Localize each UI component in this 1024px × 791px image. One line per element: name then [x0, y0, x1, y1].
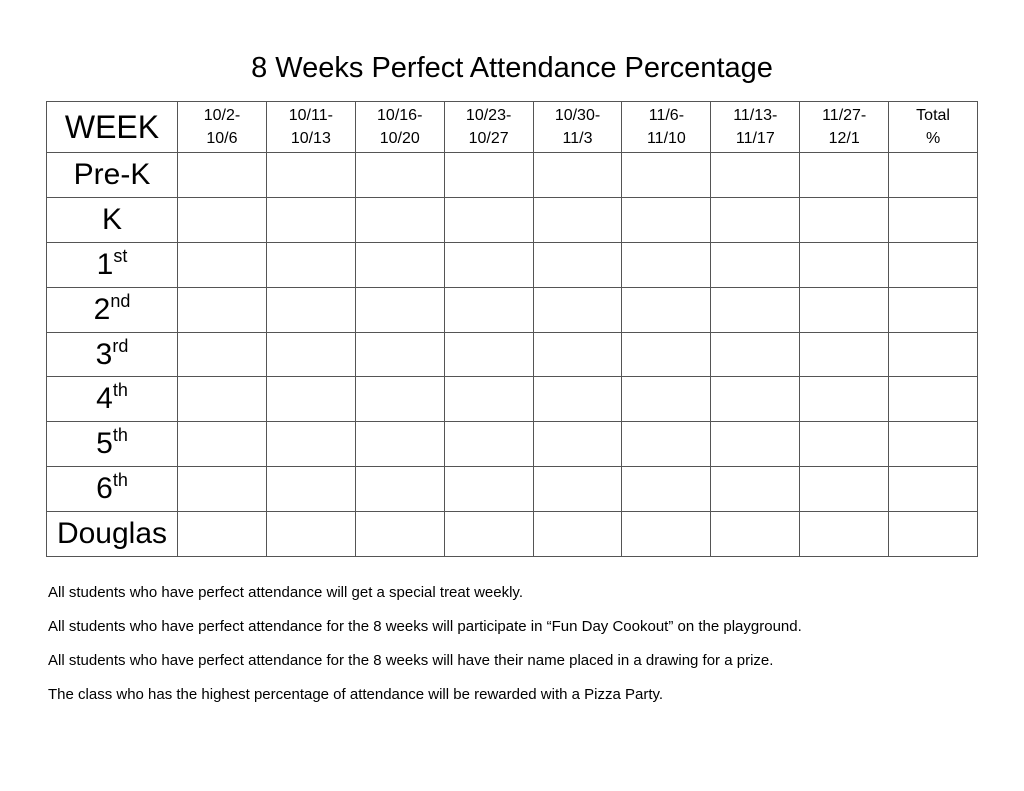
attendance-cell — [800, 197, 889, 242]
row-label-text: Douglas — [56, 517, 168, 551]
attendance-cell — [711, 467, 800, 512]
note-fun-day-cookout: All students who have perfect attendance for the 8 weeks will participate in “Fun Day Cookout” on the playground. — [48, 618, 802, 635]
row-label — [47, 332, 178, 377]
attendance-cell — [444, 153, 533, 198]
attendance-cell — [889, 377, 978, 422]
note-weekly-treat: All students who have perfect attendance will get a special treat weekly. — [48, 584, 523, 601]
attendance-cell — [355, 242, 444, 287]
attendance-cell — [622, 422, 711, 467]
column-header-week-3 — [355, 102, 444, 153]
column-header-line: 11/27- — [822, 107, 867, 124]
column-header-line: 10/6 — [206, 130, 238, 147]
column-header-week-5 — [533, 102, 622, 153]
column-header-line: Total — [916, 107, 950, 124]
attendance-cell — [355, 512, 444, 557]
attendance-cell — [178, 197, 267, 242]
attendance-cell — [266, 242, 355, 287]
attendance-cell — [444, 377, 533, 422]
attendance-cell — [622, 197, 711, 242]
column-header-line: 11/13- — [733, 107, 778, 124]
table-row — [47, 332, 978, 377]
column-header-week-2 — [266, 102, 355, 153]
attendance-cell — [355, 287, 444, 332]
attendance-cell — [889, 287, 978, 332]
attendance-cell — [889, 467, 978, 512]
column-header-line: 10/30- — [554, 107, 601, 124]
attendance-cell — [711, 377, 800, 422]
attendance-cell — [355, 153, 444, 198]
attendance-cell — [178, 242, 267, 287]
column-header-total — [889, 102, 978, 153]
attendance-cell — [622, 332, 711, 377]
row-label — [47, 153, 178, 198]
attendance-cell — [889, 153, 978, 198]
row-label — [47, 377, 178, 422]
attendance-cell — [622, 377, 711, 422]
column-header-week-6 — [622, 102, 711, 153]
attendance-table — [46, 101, 978, 557]
attendance-cell — [533, 153, 622, 198]
attendance-cell — [178, 512, 267, 557]
column-header-line: 10/27 — [468, 130, 509, 147]
row-label-text: K — [101, 202, 122, 236]
row-label-suffix: rd — [112, 335, 129, 356]
column-header-week-8 — [800, 102, 889, 153]
column-header-week-7 — [711, 102, 800, 153]
table-row — [47, 242, 978, 287]
column-header-week-1 — [178, 102, 267, 153]
row-label-text: 5 — [96, 427, 113, 461]
column-header-line: 10/2- — [203, 107, 241, 124]
attendance-cell — [533, 377, 622, 422]
attendance-cell — [711, 332, 800, 377]
attendance-cell — [711, 242, 800, 287]
attendance-cell — [711, 153, 800, 198]
attendance-cell — [800, 242, 889, 287]
attendance-cell — [800, 422, 889, 467]
attendance-cell — [178, 332, 267, 377]
attendance-cell — [711, 422, 800, 467]
attendance-cell — [355, 332, 444, 377]
attendance-cell — [889, 197, 978, 242]
row-label-text: 1 — [96, 247, 114, 281]
row-label-suffix: th — [112, 380, 128, 401]
row-label — [47, 287, 178, 332]
attendance-cell — [889, 512, 978, 557]
attendance-cell — [800, 467, 889, 512]
page-title: 8 Weeks Perfect Attendance Percentage — [251, 52, 773, 84]
attendance-cell — [355, 377, 444, 422]
table-row — [47, 153, 978, 198]
row-label-suffix: th — [112, 425, 128, 446]
table-row — [47, 197, 978, 242]
row-label-text: 4 — [96, 382, 113, 416]
attendance-cell — [533, 287, 622, 332]
column-header-line: 11/3 — [562, 130, 593, 147]
header-row — [47, 102, 978, 153]
attendance-cell — [355, 467, 444, 512]
row-label-text: 3 — [95, 337, 113, 371]
table-row — [47, 467, 978, 512]
attendance-cell — [622, 287, 711, 332]
attendance-cell — [711, 512, 800, 557]
row-label — [47, 197, 178, 242]
table-row — [47, 377, 978, 422]
row-label — [47, 467, 178, 512]
attendance-cell — [266, 287, 355, 332]
attendance-cell — [533, 422, 622, 467]
attendance-cell — [266, 422, 355, 467]
attendance-cell — [533, 197, 622, 242]
row-label-suffix: nd — [110, 290, 131, 311]
column-header-line: % — [925, 130, 941, 147]
attendance-cell — [178, 467, 267, 512]
attendance-cell — [711, 287, 800, 332]
column-header-line: 11/6- — [648, 107, 685, 124]
row-label-suffix: st — [113, 245, 128, 266]
week-header: WEEK — [47, 102, 178, 153]
row-label-text: 2 — [93, 292, 111, 326]
attendance-cell — [711, 197, 800, 242]
attendance-cell — [889, 332, 978, 377]
attendance-cell — [622, 153, 711, 198]
row-label — [47, 242, 178, 287]
row-label-text: 6 — [96, 472, 113, 506]
column-header-line: 10/23- — [465, 107, 512, 124]
column-header-line: 10/13 — [290, 130, 331, 147]
attendance-cell — [444, 467, 533, 512]
attendance-cell — [266, 467, 355, 512]
attendance-cell — [444, 512, 533, 557]
attendance-cell — [800, 377, 889, 422]
column-header-week-4 — [444, 102, 533, 153]
attendance-cell — [266, 512, 355, 557]
attendance-cell — [266, 377, 355, 422]
attendance-cell — [444, 332, 533, 377]
attendance-cell — [355, 422, 444, 467]
column-header-line: 12/1 — [828, 130, 860, 147]
attendance-cell — [178, 377, 267, 422]
attendance-cell — [533, 512, 622, 557]
row-label-text: Pre-K — [73, 157, 151, 191]
attendance-cell — [533, 467, 622, 512]
attendance-cell — [444, 242, 533, 287]
table-row — [47, 512, 978, 557]
column-header-line: 10/11- — [288, 107, 333, 124]
note-pizza-party: The class who has the highest percentage of attendance will be rewarded with a Pizza Party. — [48, 686, 664, 703]
attendance-cell — [355, 197, 444, 242]
attendance-cell — [622, 242, 711, 287]
column-header-line: 10/20 — [379, 130, 420, 147]
attendance-cell — [533, 332, 622, 377]
attendance-cell — [266, 153, 355, 198]
attendance-cell — [178, 422, 267, 467]
attendance-cell — [800, 512, 889, 557]
attendance-cell — [533, 242, 622, 287]
note-prize-drawing: All students who have perfect attendance for the 8 weeks will have their name placed in a drawing for a prize. — [48, 652, 774, 669]
row-label-suffix: th — [112, 470, 128, 491]
column-header-line: 11/17 — [735, 130, 775, 147]
attendance-cell — [444, 197, 533, 242]
attendance-cell — [800, 153, 889, 198]
attendance-cell — [622, 467, 711, 512]
attendance-cell — [800, 332, 889, 377]
attendance-cell — [178, 153, 267, 198]
row-label — [47, 512, 178, 557]
table-row — [47, 422, 978, 467]
column-header-line: 11/10 — [646, 130, 686, 147]
attendance-cell — [266, 197, 355, 242]
notes-section — [48, 583, 988, 719]
attendance-cell — [444, 422, 533, 467]
row-label — [47, 422, 178, 467]
table-row — [47, 287, 978, 332]
attendance-cell — [178, 287, 267, 332]
attendance-cell — [889, 242, 978, 287]
attendance-cell — [266, 332, 355, 377]
attendance-cell — [622, 512, 711, 557]
attendance-cell — [800, 287, 889, 332]
attendance-cell — [889, 422, 978, 467]
column-header-line: 10/16- — [377, 107, 423, 124]
attendance-cell — [444, 287, 533, 332]
